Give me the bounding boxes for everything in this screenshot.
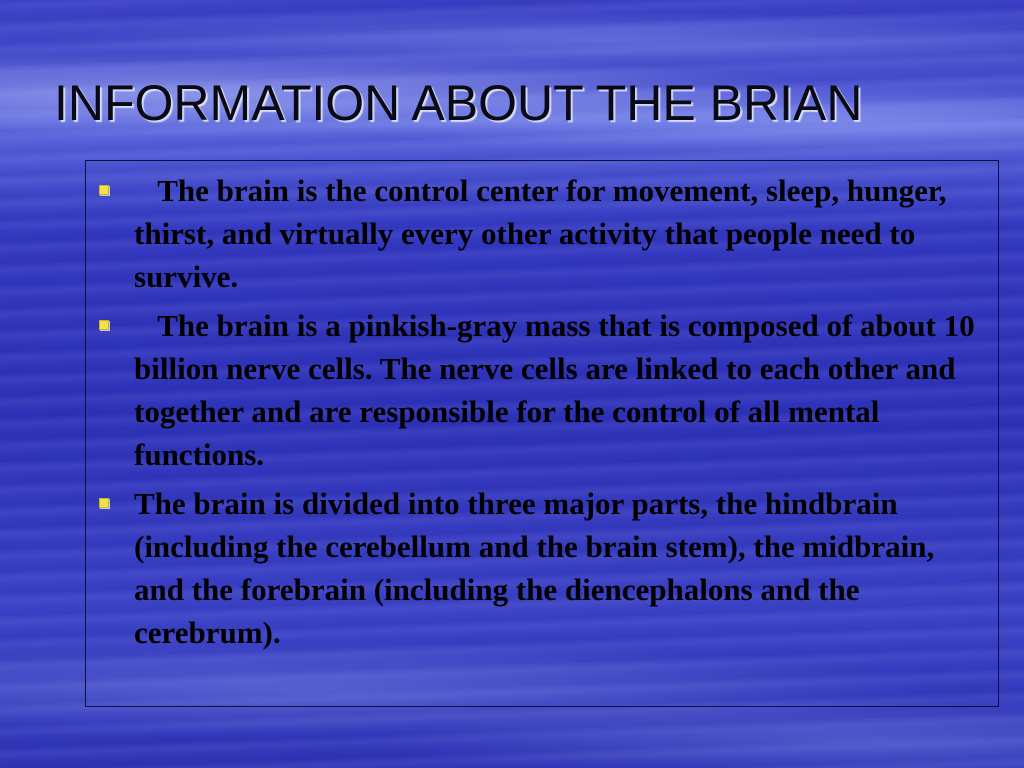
bullet-square-icon — [99, 320, 109, 330]
bullet-item — [134, 169, 988, 298]
bullet-item — [134, 482, 988, 654]
bullet-list — [86, 161, 998, 654]
content-box — [85, 160, 999, 707]
bullet-item — [134, 304, 988, 476]
bullet-text: The brain is a pinkish-gray mass that is composed of about 10 billion nerve cells. The nerve cells are linked to each other and together and are responsible for the control of all mental functions. — [134, 308, 975, 472]
bullet-text: The brain is divided into three major parts, the hindbrain (including the cerebellum and the brain stem), the midbrain, and the forebrain (including the diencephalons and the cerebrum). — [134, 486, 935, 650]
bullet-square-icon — [99, 185, 109, 195]
slide-title: INFORMATION ABOUT THE BRIAN — [54, 75, 863, 131]
bullet-text: The brain is the control center for movement, sleep, hunger, thirst, and virtually every other activity that people need to survive. — [134, 173, 947, 294]
bullet-square-icon — [99, 498, 109, 508]
